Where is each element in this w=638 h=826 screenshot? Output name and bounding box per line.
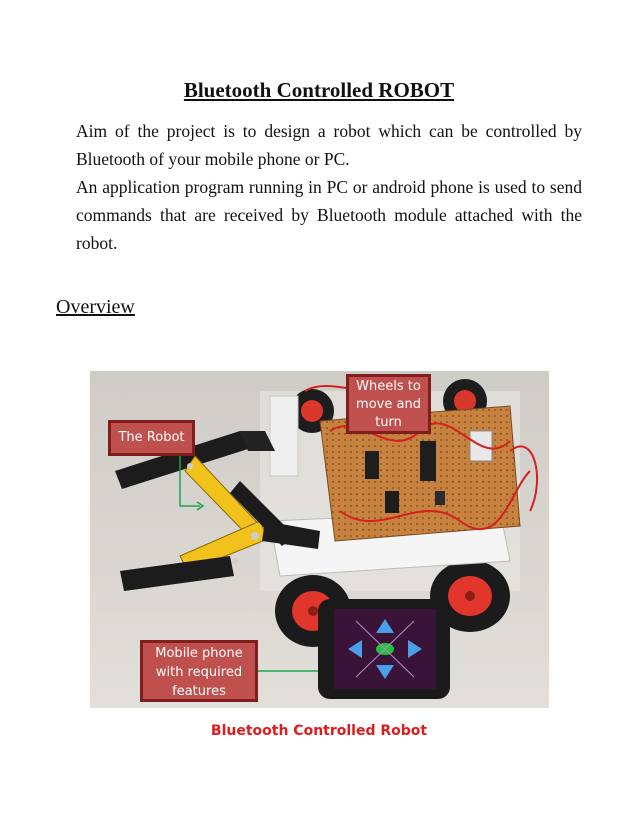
callout-wheels: Wheels to move and turn	[346, 374, 431, 434]
figure-caption: Bluetooth Controlled Robot	[210, 723, 428, 739]
description-paragraph: An application program running in PC or android phone is used to send commands that are received by Bluetooth module attached with the robot.	[76, 177, 582, 253]
overview-heading: Overview	[56, 296, 135, 318]
smartphone	[318, 599, 450, 699]
callout-the-robot: The Robot	[108, 420, 195, 456]
document-title: Bluetooth Controlled ROBOT	[183, 78, 455, 102]
aim-paragraph: Aim of the project is to design a robot which can be controlled by Bluetooth of your mobile phone or PC.	[76, 121, 582, 169]
callout-mobile-phone: Mobile phone with required features	[140, 640, 258, 702]
